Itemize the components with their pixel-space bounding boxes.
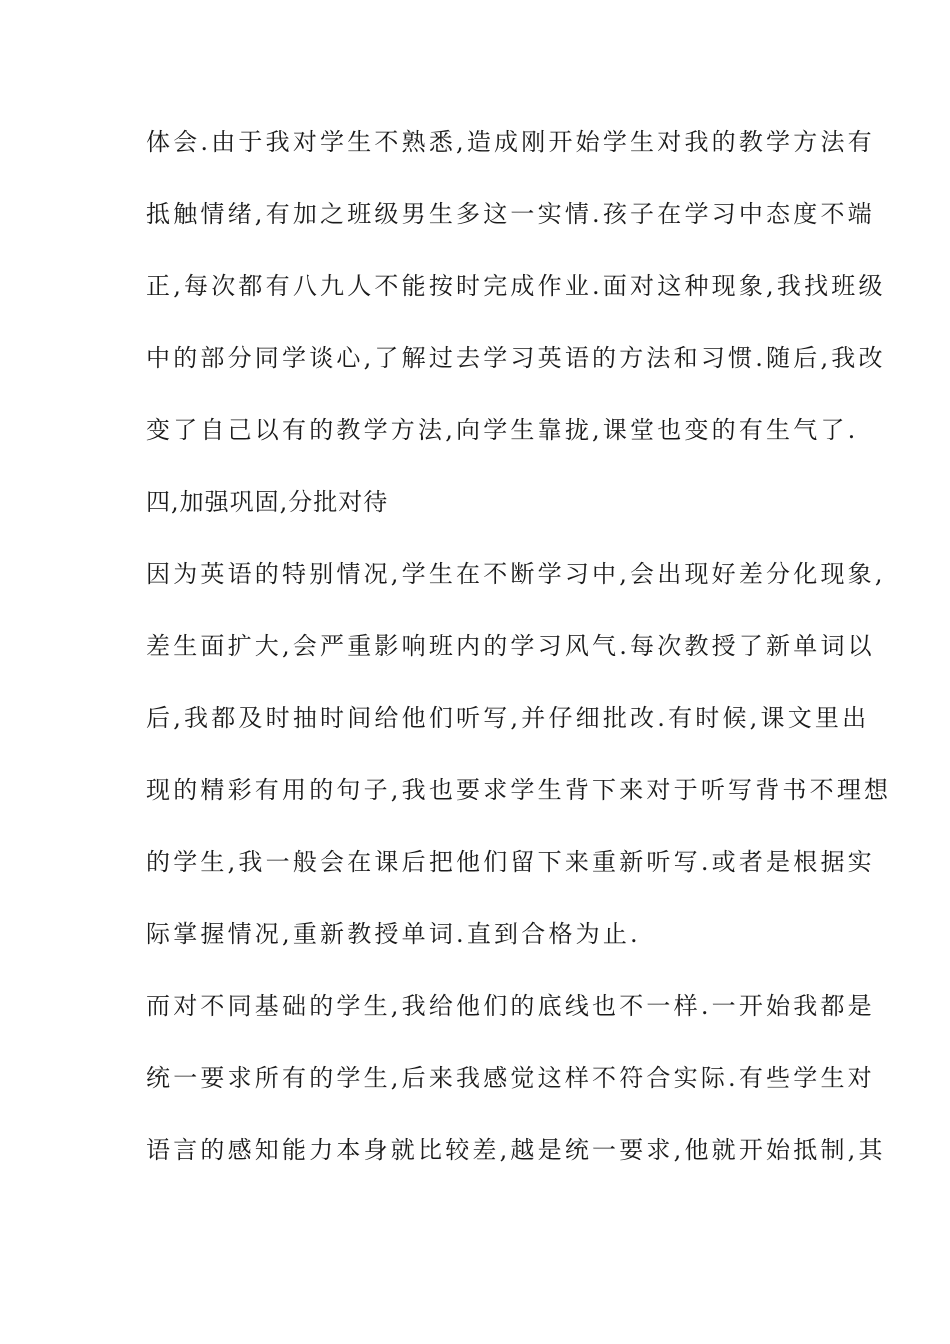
text-line: 变了自己以有的教学方法,向学生靠拢,课堂也变的有生气了. [146,416,859,444]
text-line: 语言的感知能力本身就比较差,越是统一要求,他就开始抵制,其 [146,1136,886,1164]
text-line: 际掌握情况,重新教授单词.直到合格为止. [146,920,641,948]
text-line: 的学生,我一般会在课后把他们留下来重新听写.或者是根据实 [146,848,875,876]
text-line: 体会.由于我对学生不熟悉,造成刚开始学生对我的教学方法有 [146,128,875,156]
body-text [146,128,892,1210]
text-line: 抵触情绪,有加之班级男生多这一实情.孩子在学习中态度不端 [146,200,875,228]
text-line: 现的精彩有用的句子,我也要求学生背下来对于听写背书不理想 [146,776,892,804]
text-line: 中的部分同学谈心,了解过去学习英语的方法和习惯.随后,我改 [146,344,886,372]
text-line: 统一要求所有的学生,后来我感觉这样不符合实际.有些学生对 [146,1064,875,1092]
text-line: 后,我都及时抽时间给他们听写,并仔细批改.有时候,课文里出 [146,704,870,732]
section-heading: 四,加强巩固,分批对待 [146,488,389,516]
text-line: 而对不同基础的学生,我给他们的底线也不一样.一开始我都是 [146,992,875,1020]
text-line: 正,每次都有八九人不能按时完成作业.面对这种现象,我找班级 [146,272,886,300]
text-line: 差生面扩大,会严重影响班内的学习风气.每次教授了新单词以 [146,632,875,660]
text-line: 因为英语的特别情况,学生在不断学习中,会出现好差分化现象, [146,560,886,588]
